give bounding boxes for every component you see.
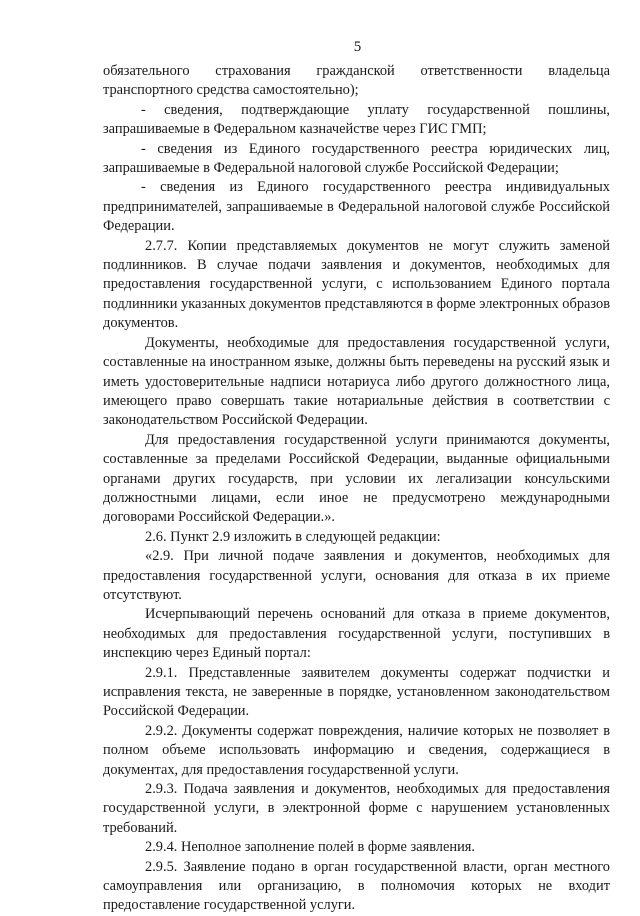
- list-item: - сведения из Единого государственного реестра юридических лиц, запрашиваемые в Федеральной налоговой службе Российской Федерации;: [103, 140, 610, 177]
- paragraph: 2.9.5. Заявление подано в орган государственной власти, орган местного самоуправления или организацию, в полномочия которых не входит предоставление государственной услуги.: [103, 858, 610, 914]
- paragraph: 2.7.7. Копии представляемых документов не могут служить заменой подлинников. В случае подачи заявления и документов, необходимых для предоставления государственной услуги, с использованием Единого портала подлинники указанных документов представляются в форме электронных образов документов.: [103, 237, 610, 332]
- list-item: - сведения из Единого государственного реестра индивидуальных предпринимателей, запрашиваемые в Федеральной налоговой службе Российской Федерации.: [103, 179, 610, 235]
- document-body: [103, 62, 610, 916]
- list-item: - сведения, подтверждающие уплату государственной пошлины, запрашиваемые в Федеральном казначействе через ГИС ГМП;: [103, 101, 610, 138]
- page-number: 5: [353, 39, 362, 55]
- paragraph: обязательного страхования гражданской ответственности владельца транспортного средства самостоятельно);: [103, 63, 610, 99]
- paragraph: «2.9. При личной подаче заявления и документов, необходимых для предоставления государственной услуги, основания для отказа в их приеме отсутствуют.: [103, 548, 610, 603]
- paragraph: Исчерпывающий перечень оснований для отказа в приеме документов, необходимых для предоставления государственной услуги, поступивших в инспекцию через Единый портал:: [103, 606, 610, 662]
- paragraph: 2.9.3. Подача заявления и документов, необходимых для предоставления государственной услуги, в электронной форме с нарушением установленных требований.: [103, 781, 610, 836]
- paragraph: 2.9.2. Документы содержат повреждения, наличие которых не позволяет в полном объеме использовать информацию и сведения, содержащиеся в документах, для предоставления государственной услуги.: [103, 722, 610, 778]
- paragraph: Документы, необходимые для предоставления государственной услуги, составленные на иностранном языке, должны быть переведены на русский язык и иметь удостоверительные надписи нотариуса либо другого должностного лица, имеющего право совершать такие нотариальные действия в соответствии с законодательством Российской Федерации.: [103, 334, 610, 429]
- paragraph: Для предоставления государственной услуги принимаются документы, составленные за пределами Российской Федерации, выданные официальными органами других государств, при условии их легализации консульскими должностными лицами, если иное не предусмотрено международными договорами Российской Федерации.».: [103, 431, 610, 526]
- paragraph: 2.9.1. Представленные заявителем документы содержат подчистки и исправления текста, не заверенные в порядке, установленном законодательством Российской Федерации.: [103, 664, 610, 720]
- paragraph: 2.6. Пункт 2.9 изложить в следующей редакции:: [145, 528, 441, 545]
- paragraph: 2.9.4. Неполное заполнение полей в форме заявления.: [145, 839, 475, 856]
